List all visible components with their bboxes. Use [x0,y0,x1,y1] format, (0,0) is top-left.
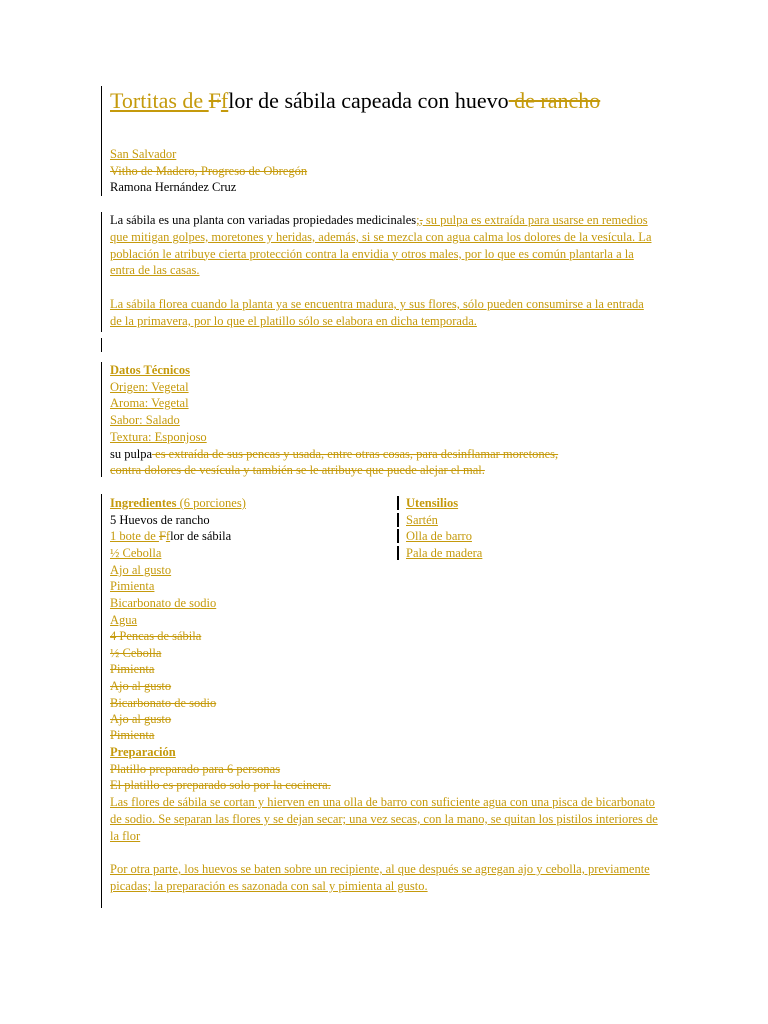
utensil-item: Olla de barro [406,529,472,543]
change-bar [397,513,399,527]
deleted-text: F [158,529,166,543]
change-bar [397,496,399,510]
change-bar [397,546,399,560]
ingredient-deleted: ½ Cebolla [110,646,162,660]
title-main-text: lor de sábila capeada con huevo [228,88,509,113]
inserted-text: Tortitas de [110,88,209,113]
tech-origin: Origen: Vegetal [110,380,189,394]
author-name: Ramona Hernández Cruz [110,180,237,194]
change-bar [101,212,102,332]
change-bar [397,529,399,543]
ingredient-onion: ½ Cebolla [110,546,162,560]
inserted-text: 1 bote de [110,529,159,543]
place-line: San Salvador [110,147,177,161]
ingredient-deleted: Bicarbonato de sodio [110,696,217,710]
ingredient-deleted: Pimienta [110,662,155,676]
intro-paragraph [110,212,658,279]
deleted-text: F [208,88,221,113]
ingredient-pepper: Pimienta [110,579,155,593]
preparation-step: Las flores de sábila se cortan y hierven en una olla de barro con suficiente agua con una pisca de bicarbonato de sodio. Se separan las flores y se dejan secar; una vez secas, con la mano, se quitan los pistilos interiores de la flor [110,795,658,843]
intro-text: La sábila es una planta con variadas propiedades medicinales [110,213,417,227]
change-bar [101,86,102,196]
ingredients-heading [110,495,246,512]
tech-aroma: Aroma: Vegetal [110,396,189,410]
recipe-title [110,86,650,116]
pulp-line-deleted: contra dolores de vesícula y también se le atribuye que puede alejar el mal. [110,463,485,477]
ingredient-text: lor de sábila [170,529,232,543]
ingredients-title: Ingredientes [110,496,177,510]
change-bar [101,338,102,352]
ingredient-deleted: Pimienta [110,728,155,742]
inserted-text: su pulpa es extraída para usarse en remedios que mitigan golpes, moretones y heridas, además, si se mezcla con agua calma los dolores de la vesícula. La población le atribuye cierta protección contra la envidia y otros males, por lo que es común plantarla a la entra de las casas. [110,213,652,278]
inserted-text: ; [416,213,420,227]
tech-flavor: Sabor: Salado [110,413,180,427]
tech-texture: Textura: Esponjoso [110,430,207,444]
ingredient-soda: Bicarbonato de sodio [110,596,217,610]
ingredient-deleted: Ajo al gusto [110,712,172,726]
change-bar [101,362,102,477]
change-bar [101,494,102,908]
utensil-item: Sartén [406,513,438,527]
pulp-text: su pulpa [110,447,153,461]
ingredient-sabila [110,528,231,545]
deleted-text: es extraída de sus pencas y usada, entre otras cosas, para desinflamar moretones, [152,447,559,461]
inserted-text: f [165,529,171,543]
ingredient-garlic: Ajo al gusto [110,563,172,577]
preparation-deleted: El platillo es preparado solo por la cocinera. [110,778,331,792]
utensil-item: Pala de madera [406,546,483,560]
pulp-line [110,446,558,463]
inserted-text: f [220,88,229,113]
place-line-deleted: Vitho de Madero, Progreso de Obregón [110,164,308,178]
technical-heading: Datos Técnicos [110,363,190,377]
ingredient-water: Agua [110,613,138,627]
preparation-heading: Preparación [110,745,176,759]
ingredient-deleted: Ajo al gusto [110,679,172,693]
ingredients-portions: (6 porciones) [176,496,246,510]
preparation-step: Por otra parte, los huevos se baten sobre un recipiente, al que después se agregan ajo y cebolla, previamente picadas; la preparación es sazonada con sal y pimienta al gusto. [110,862,650,893]
utensils-heading: Utensilios [406,496,459,510]
ingredient-eggs: 5 Huevos de rancho [110,513,210,527]
ingredient-deleted: 4 Pencas de sábila [110,629,202,643]
deleted-text: de rancho [508,88,601,113]
season-paragraph: La sábila florea cuando la planta ya se encuentra madura, y sus flores, sólo pueden consumirse a la entrada de la primavera, por lo que el platillo sólo se elabora en dicha temporada. [110,297,644,328]
deleted-text: , [419,213,423,227]
preparation-deleted: Platillo preparado para 6 personas [110,762,281,776]
